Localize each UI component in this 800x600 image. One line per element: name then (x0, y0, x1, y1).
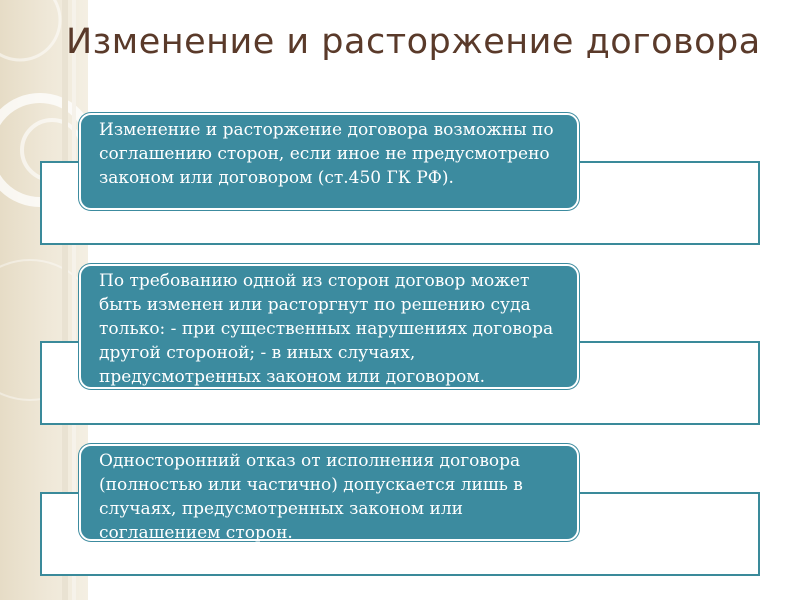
item-text: Изменение и расторжение договора возможны по соглашению сторон, если иное не предусмотрено законом или договором (ст.450 ГК РФ). (99, 120, 554, 188)
item-text: По требованию одной из сторон договор может быть изменен или расторгнут по решению суда только: - при существенных нарушениях договора другой стороной; - в иных случаях, предусмотренных законом или договором. (99, 271, 554, 387)
item-text: Односторонний отказ от исполнения договора (полностью или частично) допускается лишь в случаях, предусмотренных законом или соглашением сторон. (99, 451, 523, 543)
list-item (79, 113, 579, 210)
list-item (79, 444, 579, 541)
page-title: Изменение и расторжение договора (66, 22, 761, 62)
list-item (79, 264, 579, 389)
